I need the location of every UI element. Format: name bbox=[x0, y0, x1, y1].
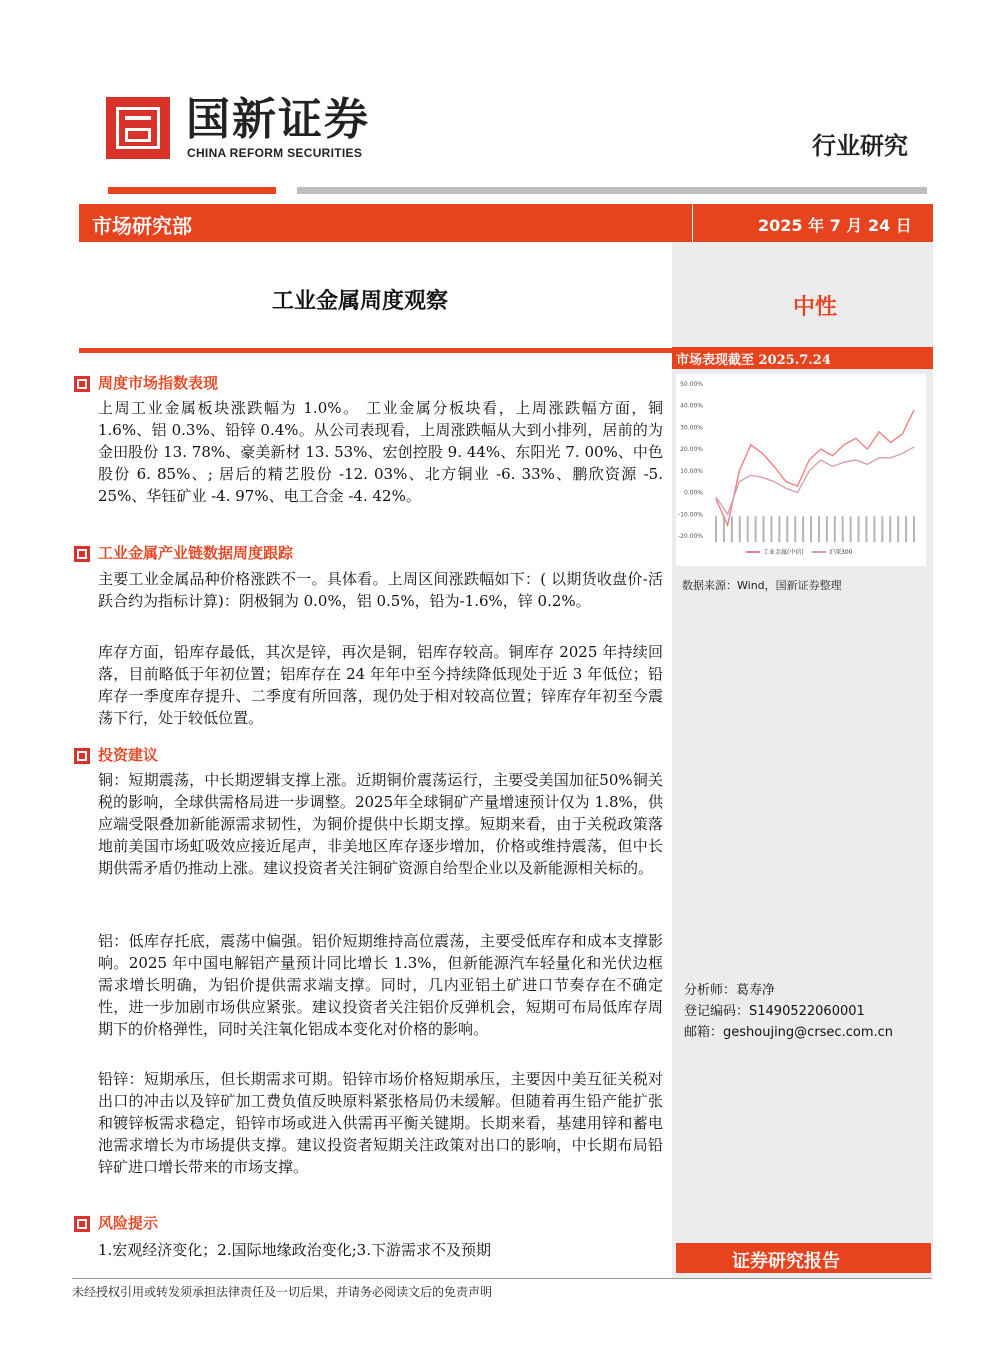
footer-disclaimer: 未经授权引用或转发须承担法律责任及一切后果，并请务必阅读文后的免责声明 bbox=[72, 1285, 493, 1299]
y-tick-label: -20.00% bbox=[677, 533, 703, 540]
x-tick-mark bbox=[913, 516, 915, 542]
analyst-email[interactable]: 邮箱：geshoujing@crsec.com.cn bbox=[684, 1025, 893, 1040]
x-tick-mark bbox=[810, 516, 812, 542]
section-icon bbox=[74, 748, 90, 764]
x-tick-mark bbox=[747, 516, 749, 542]
x-tick-mark bbox=[873, 516, 875, 542]
x-tick-mark bbox=[889, 516, 891, 542]
x-tick-mark bbox=[905, 516, 907, 542]
y-tick-label: 50.00% bbox=[680, 381, 703, 388]
footer-divider bbox=[72, 1278, 932, 1279]
legend-label: 沪深300 bbox=[829, 549, 853, 556]
logo-text-en: CHINA REFORM SECURITIES bbox=[187, 146, 363, 160]
x-tick-mark bbox=[755, 516, 757, 542]
rating: 中性 bbox=[793, 294, 838, 320]
analyst-name: 分析师：葛寿净 bbox=[684, 983, 776, 998]
y-tick-label: -10.00% bbox=[677, 511, 703, 519]
x-tick-mark bbox=[778, 516, 780, 542]
y-tick-label: 20.00% bbox=[680, 446, 703, 454]
section-heading: 工业金属产业链数据周度跟踪 bbox=[98, 544, 294, 562]
x-tick-mark bbox=[842, 516, 844, 542]
analyst-info bbox=[684, 980, 893, 1043]
x-tick-mark bbox=[715, 516, 717, 542]
section-paragraph: 铝：低库存托底，震荡中偏强。铝价短期维持高位震荡，主要受低库存和成本支撑影响。2025 年中国电解铝产量预计同比增长 1.3%，但新能源汽车轻量化和光伏边框需求增长明确，为铝价提供需求端支撑。同时，几内亚铝土矿进口节奏存在不确定性，进一步加剧市场供应紧张。建议投资者关注铝价反弹机会，短期可布局低库存周期下的价格弹性，同时关注氧化铝成本变化对价格的影响。 bbox=[98, 932, 663, 1038]
report-type: 行业研究 bbox=[812, 131, 908, 160]
section-paragraph: 上周工业金属板块涨跌幅为 1.0%。 工业金属分板块看，上周涨跌幅方面，铜1.6%、铝 0.3%、铅锌 0.4%。从公司表现看，上周涨跌幅从大到小排列，居前的为金田股份 13. 78%、豪美新材 13. 53%、宏创控股 9. 44%、东阳光 7. 00%、中色股份 6. 85%、; 居后的精艺股份 -12. 03%、北方铜业 -6. 33%、鹏欣资源 -5. 25%、华钰矿业 -4. 97%、电工合金 -4. 42%。 bbox=[98, 399, 663, 505]
x-tick-mark bbox=[881, 516, 883, 542]
analyst-reg: 登记编码：S1490522060001 bbox=[684, 1004, 865, 1019]
y-tick-label: 40.00% bbox=[680, 402, 703, 410]
x-tick-mark bbox=[818, 516, 820, 542]
x-tick-mark bbox=[731, 516, 733, 542]
footer-label: 证券研究报告 bbox=[732, 1251, 840, 1272]
logo-mark bbox=[106, 97, 170, 159]
x-tick-mark bbox=[850, 516, 852, 542]
x-tick-mark bbox=[865, 516, 867, 542]
section-icon bbox=[74, 376, 90, 392]
x-tick-mark bbox=[858, 516, 860, 542]
section-icon bbox=[74, 1216, 90, 1232]
legend-label: 工业金属(中信) bbox=[763, 549, 804, 556]
chart-source: 数据来源：Wind，国新证券整理 bbox=[682, 579, 842, 592]
x-tick-mark bbox=[834, 516, 836, 542]
title-rule bbox=[79, 348, 672, 353]
y-tick-label: 30.00% bbox=[680, 424, 703, 432]
section-heading: 周度市场指数表现 bbox=[98, 374, 219, 392]
report-title: 工业金属周度观察 bbox=[272, 288, 449, 314]
x-tick-mark bbox=[802, 516, 804, 542]
x-tick-mark bbox=[723, 516, 725, 542]
header-rule-grey bbox=[297, 187, 927, 194]
department-separator bbox=[692, 204, 693, 242]
section-paragraph: 铜：短期震荡，中长期逻辑支撑上涨。近期铜价震荡运行，主要受美国加征50%铜关税的影响，全球供需格局进一步调整。2025年全球铜矿产量增速预计仅为 1.8%，供应端受限叠加新能源需求韧性，为铜价提供中长期支撑。短期来看，由于关税政策落地前美国市场虹吸效应接近尾声，非美地区库存逐步增加，价格或维持震荡，但中长期供需矛盾仍推动上涨。建议投资者关注铜矿资源自给型企业以及新能源相关标的。 bbox=[98, 771, 663, 877]
y-tick-label: 0.00% bbox=[683, 489, 703, 497]
section-heading: 风险提示 bbox=[98, 1214, 159, 1232]
logo-text-cn: 国新证券 bbox=[186, 94, 370, 145]
section-paragraph: 铅锌：短期承压，但长期需求可期。铅锌市场价格短期承压，主要因中美互征关税对出口的冲击以及锌矿加工费负值反映原料紧张格局仍未缓解。但随着再生铅产能扩张和镀锌板需求稳定，铅锌市场或进入供需再平衡关键期。长期来看，基建用锌和蓄电池需求增长为市场提供支撑。建议投资者短期关注政策对出口的影响，中长期布局铅锌矿进口增长带来的市场支撑。 bbox=[98, 1070, 663, 1176]
market-chart bbox=[676, 374, 926, 566]
x-tick-mark bbox=[794, 516, 796, 542]
section-heading: 投资建议 bbox=[98, 746, 159, 764]
section-paragraph: 1.宏观经济变化；2.国际地缘政治变化;3.下游需求不及预期 bbox=[98, 1241, 491, 1259]
department-name: 市场研究部 bbox=[92, 214, 192, 238]
report-date: 2025 年 7 月 24 日 bbox=[758, 216, 912, 235]
market-title: 市场表现截至 2025.7.24 bbox=[676, 353, 831, 368]
x-tick-mark bbox=[770, 516, 772, 542]
y-tick-label: 10.00% bbox=[680, 467, 703, 475]
section-icon bbox=[74, 546, 90, 562]
x-tick-mark bbox=[897, 516, 899, 542]
header-rule-red bbox=[108, 187, 276, 194]
x-tick-mark bbox=[763, 516, 765, 542]
x-tick-mark bbox=[739, 516, 741, 542]
x-tick-mark bbox=[786, 516, 788, 542]
x-tick-mark bbox=[826, 516, 828, 542]
section-paragraph: 库存方面，铅库存最低，其次是锌，再次是铜，铝库存较高。铜库存 2025 年持续回落，目前略低于年初位置；铝库存在 24 年年中至今持续降低现处于近 3 年低位；铅库存一季度库存提升、二季度有所回落，现仍处于相对较高位置；锌库存年初至今震荡下行，处于较低位置。 bbox=[98, 643, 663, 727]
section-paragraph: 主要工业金属品种价格涨跌不一。具体看。上周区间涨跌幅如下：( 以期货收盘价-活跃合约为指标计算)：阴极铜为 0.0%，铝 0.5%，铅为-1.6%，锌 0.2%。 bbox=[98, 570, 663, 610]
